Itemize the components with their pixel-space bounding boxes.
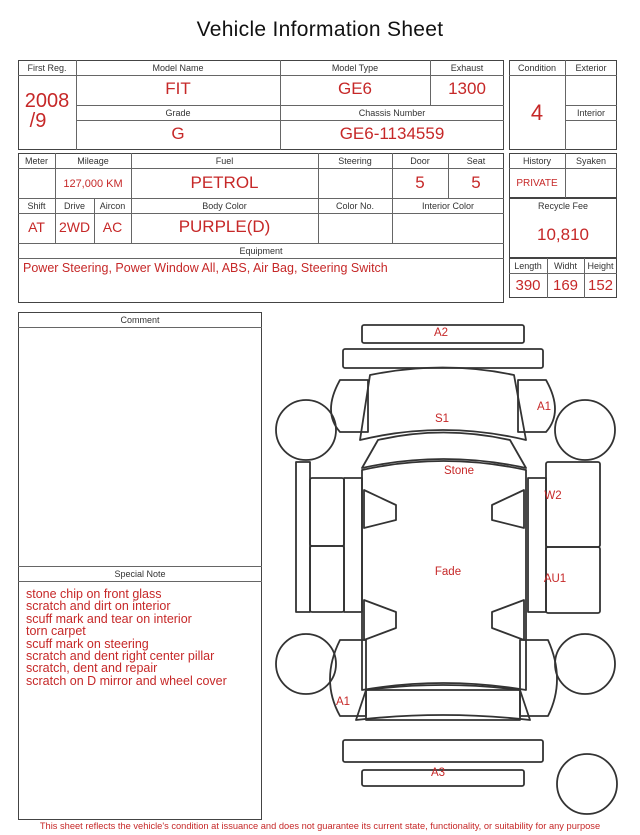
chassis-value: GE6-1134559 [339, 124, 445, 143]
wheel-rear-left [276, 634, 336, 694]
left-step-rear [344, 478, 362, 612]
wheel-rear-right [555, 634, 615, 694]
damage-mark-A3: A3 [430, 767, 446, 779]
model-type-value: GE6 [337, 79, 373, 98]
equipment-label: Equipment [239, 246, 283, 256]
shift-value: AT [28, 219, 45, 235]
body-color-value: PURPLE(D) [178, 217, 271, 236]
steering-label: Steering [338, 156, 372, 166]
grade-value: G [171, 124, 185, 143]
seat-value: 5 [471, 173, 481, 192]
special-note-item: scratch and dirt on interior [26, 599, 171, 614]
first-reg-year: 2008 [24, 90, 70, 112]
fuel-value: PETROL [190, 173, 259, 192]
door-label: Door [410, 156, 430, 166]
left-front-door [310, 478, 344, 546]
right-step [528, 478, 546, 612]
exhaust-value: 1300 [448, 79, 486, 98]
model-name-label: Model Name [152, 63, 204, 73]
aircon-value: AC [102, 219, 123, 235]
comment-label: Comment [120, 315, 160, 325]
special-note-item: scuff mark on steering [26, 636, 149, 651]
special-note-item: scratch on D mirror and wheel cover [26, 673, 227, 688]
damage-mark-fade: Fade [434, 566, 462, 578]
color-no-label: Color No. [335, 201, 374, 211]
special-note-item: stone chip on front glass [26, 587, 162, 601]
windshield [362, 433, 526, 469]
damage-mark-W2: W2 [544, 490, 562, 502]
aircon-label: Aircon [99, 201, 126, 211]
damage-mark-A1-rear: A1 [335, 696, 351, 708]
condition-value: 4 [530, 100, 544, 125]
first-reg-label: First Reg. [27, 63, 67, 73]
mileage-label: Mileage [77, 156, 109, 166]
meter-label: Meter [24, 156, 48, 166]
history-value: PRIVATE [516, 178, 558, 189]
grade-label: Grade [165, 108, 191, 118]
right-rear-window [492, 600, 524, 640]
special-note-item: torn carpet [26, 624, 86, 639]
shift-label: Shift [27, 201, 46, 211]
history-label: History [522, 156, 551, 166]
damage-mark-A2: A2 [433, 327, 449, 339]
recycle-fee-label: Recycle Fee [537, 201, 589, 211]
wheel-front-right [555, 400, 615, 460]
first-reg-month: /9 [29, 110, 47, 132]
disclaimer-footer: This sheet reflects the vehicle's condition at issuance and does not guarantee its current state, functionality, or suitability for any purpose [39, 821, 601, 831]
syaken-label: Syaken [575, 156, 607, 166]
equipment-value: Power Steering, Power Window All, ABS, Air Bag, Steering Switch [23, 261, 388, 275]
rear-bumper [343, 740, 543, 762]
page-title: Vehicle Information Sheet [196, 18, 444, 41]
height-value: 152 [587, 277, 614, 294]
model-name-value: FIT [165, 79, 191, 98]
damage-mark-AU1: AU1 [543, 573, 567, 585]
recycle-fee-value: 10,810 [537, 225, 589, 244]
special-note-label: Special Note [114, 569, 166, 579]
interior-color-label: Interior Color [421, 201, 475, 211]
body-color-label: Body Color [202, 201, 247, 211]
drive-value: 2WD [58, 219, 91, 235]
special-note-item: scratch, dent and repair [26, 661, 158, 676]
front-bumper-lower [343, 349, 543, 368]
height-label: Height [587, 261, 614, 271]
drive-label: Drive [63, 201, 85, 211]
door-value: 5 [415, 173, 425, 192]
width-label: Widht [553, 261, 577, 271]
width-value: 169 [552, 277, 579, 294]
length-value: 390 [515, 277, 541, 294]
left-front-window [364, 490, 396, 528]
damage-mark-stone: Stone [443, 465, 475, 477]
fuel-label: Fuel [215, 156, 234, 166]
left-rear-window [364, 600, 396, 640]
left-rear-door [310, 546, 344, 612]
right-front-window [492, 490, 524, 528]
car-damage-diagram [268, 318, 630, 818]
special-note-item: scratch and dent right center pillar [26, 649, 215, 664]
left-step-front [296, 462, 310, 612]
damage-mark-S1: S1 [434, 413, 450, 425]
model-type-label: Model Type [331, 63, 379, 73]
hood [360, 368, 526, 441]
interior-label: Interior [576, 108, 605, 118]
wheel-front-left [276, 400, 336, 460]
exhaust-label: Exhaust [450, 63, 484, 73]
spare-wheel [557, 754, 617, 814]
exterior-label: Exterior [575, 63, 607, 73]
damage-mark-A1-front: A1 [536, 401, 552, 413]
chassis-label: Chassis Number [358, 108, 426, 118]
right-front-door [546, 462, 600, 547]
length-label: Length [514, 261, 542, 271]
condition-label: Condition [517, 63, 557, 73]
special-note-list [26, 588, 227, 687]
seat-label: Seat [466, 156, 486, 166]
mileage-value: 127,000 KM [63, 178, 123, 190]
special-note-item: scuff mark and tear on interior [26, 611, 192, 626]
